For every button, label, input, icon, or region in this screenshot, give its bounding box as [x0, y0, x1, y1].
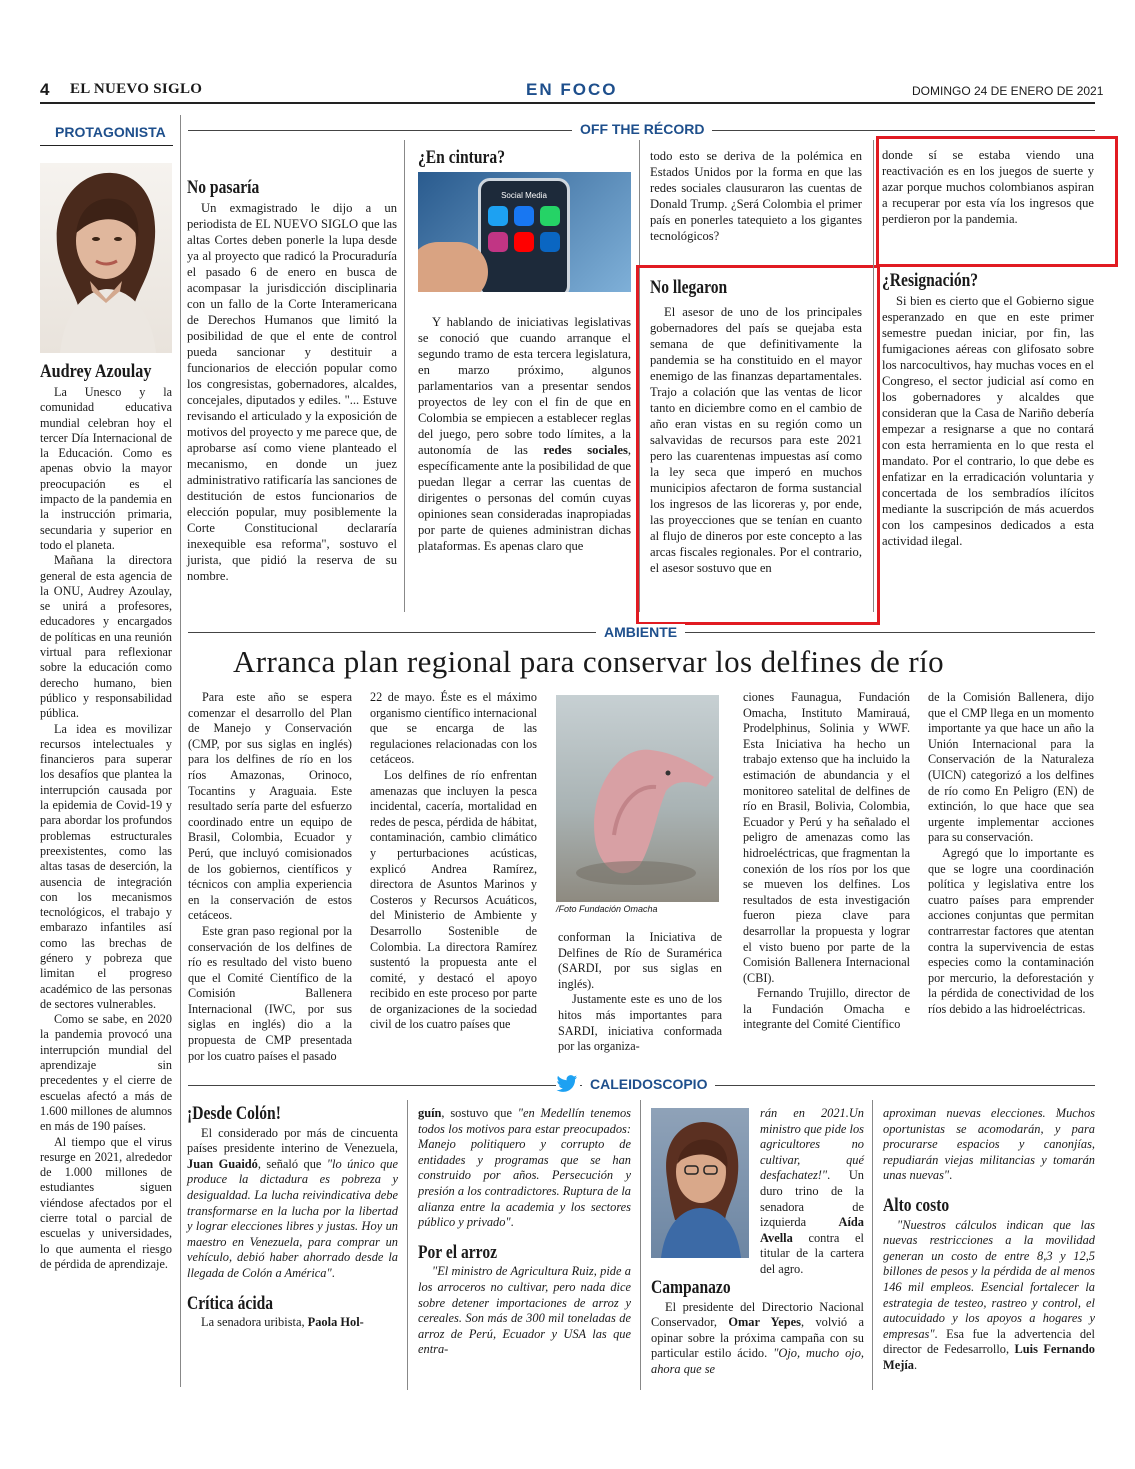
off-record-cont2-text: donde sí se estaba viendo una reactivación es en los juegos de suerte y azar porque muchos colombianos aspiran a recuperar por esta vía los ingresos que perdieron por la pandemia. — [882, 148, 1094, 226]
audrey-azoulay-photo — [40, 163, 172, 353]
alto-costo-quote: "Nuestros cálculos indican que las nuevas restricciones a la movilidad generan un costo de entre 8,3 y 12,5 billones de pesos y la pérdida de al menos 146 mil empleos. Esencial fortalecer la estrategia de testeo, rastreo y control, el autocuidado y los apoyos a hogares y empresas" — [883, 1217, 1095, 1341]
en-cintura-title: ¿En cintura? — [418, 147, 506, 168]
linkedin-app-icon — [540, 232, 560, 252]
desde-colon-article — [187, 1103, 398, 1331]
youtube-app-icon — [514, 232, 534, 252]
social-media-label: Social Media — [501, 191, 547, 200]
header-rule — [40, 102, 1095, 104]
caleidoscopio-label: CALEIDOSCOPIO — [582, 1076, 715, 1092]
campanazo-title: Campanazo — [651, 1277, 731, 1298]
dolphin-headline: Arranca plan regional para conservar los delfines de río — [233, 644, 944, 679]
twitter-icon — [556, 1074, 580, 1096]
facebook-app-icon — [514, 206, 534, 226]
protagonista-p3: La idea es movilizar recursos intelectuales y financieros para superar los desafíos que plantea la interrupción causada por la epidemia de Covid-19 y para abordar los profundos problemas estructurales preexistentes, como las altas tasas de deserción, la ausencia de integración con los mecanismos tecnológicos, el trabajo y embarazo infantiles así como las brechas de género y pobreza que limitan el progreso académico de las personas de sectores vulnerables. — [40, 721, 172, 1011]
whatsapp-app-icon — [540, 206, 560, 226]
no-llegaron-body: El asesor de uno de los principales gobernadores del país se quejaba esta semana de que definitivamente la pandemia se ha constituido en el mayor enemigo de las finanzas departamentales. Trajo a colación que las ventas de licor tanto en diciembre como en el cambio de año eran vistas en su región como un salvavidas de recursos para este 2021 pero las cuarentenas impuestas así como la ley seca que imperó en muchos municipios afectaron de forma sustancial los ingresos de las licoreras y, por ende, las proyecciones que se tenían en cuanto al flujo de dineros por este concepto a las arcas fiscales regionales. Por el contrario, el asesor sostuvo que en — [650, 305, 862, 575]
alto-costo-text: . Esa fue la advertencia del director de Fedesarrollo, — [883, 1326, 1095, 1357]
dolphin-c5-p1: de la Comisión Ballenera, dijo que el CMP llega en un momento importante ya que hace un año la Unión Internacional para la Conservación de la Naturaleza (UICN) categorizó a los delfines de río como En Peligro (EN) de extinción, lo que hace que sea urgente implementar acciones para su conservación. — [928, 690, 1094, 845]
resignacion-title: ¿Resignación? — [882, 270, 979, 291]
no-pasaria-article — [187, 177, 397, 584]
por-el-arroz-quote: "El ministro de Agricultura Ruiz, pide a los arroceros no cultivar, pero nada dice sobre detener importaciones de arroz y cereales. Son más de 300 mil toneladas de arroz de Perú, Ecuador y USA las que entra- — [418, 1264, 631, 1357]
campanazo-bold: Omar Yepes — [728, 1315, 801, 1330]
cal-divider-3 — [872, 1100, 873, 1390]
reactivacion-highlight — [876, 136, 1118, 267]
campanazo-article — [651, 1277, 865, 1378]
dolphin-col-5 — [928, 690, 1094, 1017]
river-dolphin-photo — [556, 695, 719, 902]
desde-colon-post: . — [331, 1265, 335, 1280]
desde-colon-title: ¡Desde Colón! — [187, 1103, 281, 1124]
dolphin-col-3 — [558, 930, 722, 1055]
campanazo-text: El presidente del Directorio Nacional Conservador, — [651, 1299, 864, 1330]
no-pasaria-paper: EL NUEVO SIGLO — [255, 217, 359, 231]
protagonista-p1: La Unesco y la comunidad educativa mundial celebran hoy el tercer Día Internacional de la Educación. Como es apenas obvio la mayor preocupación es el impacto de la pandemia en la instrucción primaria, secundaria y superior en todo el planeta. — [40, 385, 172, 552]
protagonista-body — [40, 385, 172, 1272]
cal-col-3-side — [760, 1106, 864, 1278]
ambiente-label: AMBIENTE — [596, 624, 685, 640]
cal-c3-bold: Aída Avella — [760, 1215, 864, 1245]
campanazo-mid: , volvió a opinar sobre la próxima campaña con su particular estilo ácido. — [651, 1315, 865, 1361]
dolphin-c5-p2: Agregó que lo importante es que se logre una coordinación política y legislativa entre los cuatro países para emprender acciones conjuntas que permitan contrarrestar factores que atentan contra la supervivencia de estas especies como la contaminación por mercurio, la deforestación y la pérdida de conectividad de los ríos debido a las hidroeléctricas. — [928, 845, 1094, 1016]
cal-c4-quote: aproximan nuevas elecciones. Muchos oportunistas se acomodarán, y para procurarse espacios y canonjías, repudiarán viejas militancias y tomarán unas nuevas" — [883, 1106, 1095, 1183]
en-cintura-text: Y hablando de iniciativas legislativas se conoció que cuando arranque el segundo tramo de esta tercera legislatura, en marzo próximo, algunos parlamentarios van a presentar sendos proyectos de ley con el fin de que en Colombia se empiecen a establecer reglas del juego, pero sobre todo límites, a la autonomía de las — [418, 315, 631, 457]
section-title: EN FOCO — [526, 80, 618, 99]
aida-avella-photo — [651, 1108, 749, 1258]
desde-colon-bold: Juan Guaidó — [187, 1156, 258, 1171]
hand-shape — [418, 242, 488, 292]
protagonista-p2: Mañana la directora general de esta agencia de la ONU, Audrey Azoulay, se unirá a profesores, educadores y encargados de políticas en una reunión virtual para reflexionar sobre la educación como derecho humano, bien público y responsabilidad pública. — [40, 553, 172, 721]
page-number: 4 — [40, 80, 50, 99]
off-record-cont-text: todo esto se deriva de la polémica en Estados Unidos por la forma en que las redes sociales clausuraron las cuentas de Donald Trump. ¿Será Colombia el primer país en ponerles tatequieto a los gigantes tecnológicos? — [650, 149, 862, 243]
desde-colon-text: El considerado por más de cincuenta países presidente interino de Venezuela, — [187, 1125, 398, 1156]
cal-c3-quote: rán en 2021.Un ministro que pide los agricultores no cultivar, qué desfachatez!" — [760, 1106, 864, 1183]
alto-costo-title: Alto costo — [883, 1194, 950, 1216]
protagonista-rule — [40, 145, 173, 146]
cal-col-4 — [883, 1106, 1095, 1374]
twitter-app-icon — [488, 206, 508, 226]
cal-c2-text: , sostuvo que — [441, 1106, 518, 1120]
issue-date: DOMINGO 24 DE ENERO DE 2021 — [912, 84, 1104, 98]
en-cintura-post: , específicamente ante la posibilidad de que puedan llegar a cerrar las cuentas de dirigentes o personas del común cuyas opiniones sean consideradas inapropiadas por parte de quienes administran dichas plataformas. Es apenas claro que — [418, 443, 631, 553]
cal-divider-2 — [640, 1100, 641, 1390]
resignacion-body: Si bien es cierto que el Gobierno sigue esperanzado en que en este primer semestre puedan iniciar, por fin, las fumigaciones aéreas con glifosato sobre los narcocultivos, hay muchas voces en el Congreso, el sector judicial así como en los gobernadores y alcaldes que consideran que la Casa de Nariño debería empezar a resignarse a que no contará con esta herramienta en lo que resta el mandato. Por el contrario, lo que debe es enfatizar en la erradicación voluntaria y concertada de los sembradíos ilícitos mediante la suscripción de más acuerdos con los campesinos dedicados a esta actividad ilegal. — [882, 294, 1094, 548]
dolphin-c3-p2: Justamente este es uno de los hitos más importantes para SARDI, iniciativa conformada por las organiza- — [558, 992, 722, 1054]
social-media-photo — [418, 172, 631, 292]
paper-name: EL NUEVO SIGLO — [70, 81, 203, 97]
critica-acida-text: La senadora uribista, — [201, 1315, 308, 1330]
dolphin-c2-p2: Los delfines de río enfrentan amenazas que incluyen la pesca incidental, cacería, mortalidad en redes de pesca, pérdida de hábitat, contaminación, cambio climático y perturbaciones acústicas, explicó Andrea Ramírez, directora de Asuntos Marinos y Costeros y Recursos Acuáticos, del Ministerio de Ambiente y Desarrollo Sostenible de Colombia. La directora Ramírez sustentó la propuesta ante el comité, y destacó el apoyo recibido en este proceso por parte de organizaciones de la sociedad civil de los cuatro países que — [370, 767, 537, 1032]
cal-divider-1 — [407, 1100, 408, 1390]
critica-acida-title: Crítica ácida — [187, 1292, 274, 1314]
protagonista-divider — [180, 115, 181, 1387]
dolphin-c2-p1: 22 de mayo. Éste es el máximo organismo científico internacional que se encarga de las regulaciones relacionadas con los cetáceos. — [370, 690, 537, 767]
dolphin-col-2 — [370, 690, 537, 1033]
alto-costo-post: . — [913, 1357, 918, 1372]
dolphin-c1-p2: Este gran paso regional por la conservación de los delfines de río es resultado del visto bueno que el Comité Científico de la Comisión Ballenera Internacional (IWC, por sus siglas en inglés) dio a la propuesta de CMP presentada por los cuatro países el pasado — [188, 923, 352, 1063]
off-record-label: OFF THE RÉCORD — [572, 121, 712, 137]
protagonista-label: PROTAGONISTA — [55, 124, 166, 140]
protagonista-p5: Al tiempo que el virus resurge en 2021, alrededor de 1.000 millones de estudiantes siguen viéndose afectados por el cierre total o parcial de escuelas y universidades, lo que aumenta el riesgo de pérdida de aprendizaje. — [40, 1134, 172, 1271]
no-llegaron-highlight — [636, 265, 880, 625]
no-llegaron-title: No llegaron — [650, 277, 728, 298]
alto-costo-bold: Luis Fernando Mejía — [883, 1342, 1095, 1372]
cal-c2-quote: "en Medellín tenemos todos los motivos para estar preocupados: Manejo politiquero y corrupto de entidades y programas que se han construido por años. Persecución y presión a los contradictores. Ruptura de la alianza entre la academia y los sectores público y privado" — [418, 1106, 631, 1230]
dolphin-col-1 — [188, 690, 352, 1064]
dolphin-col-4 — [743, 690, 910, 1033]
instagram-app-icon — [488, 232, 508, 252]
dolphin-c3-p1: conforman la Iniciativa de Delfines de Río de Suramérica (SARDI, por sus siglas en inglés). — [558, 930, 722, 991]
por-el-arroz-title: Por el arroz — [418, 1241, 498, 1263]
en-cintura-bold: redes sociales — [543, 443, 628, 457]
dolphin-c4-p2: Fernando Trujillo, director de la Fundación Omacha e integrante del Comité Científico — [743, 986, 910, 1032]
no-pasaria-title: No pasaría — [187, 177, 260, 198]
critica-acida-bold: Paola Hol- — [307, 1315, 364, 1330]
protagonista-p4: Como se sabe, en 2020 la pandemia provocó una interrupción mundial del aprendizaje sin precedentes y el cierre de escuelas afectó a más de 1.600 millones de alumnos en más de 190 países. — [40, 1012, 172, 1134]
desde-colon-mid: , señaló que — [257, 1156, 327, 1171]
protagonista-name: Audrey Azoulay — [40, 361, 152, 382]
desde-colon-quote: "lo único que produce la dictadura es pobreza y desigualdad. La lucha reivindicativa debe transformarse en la lucha por la libertad y lograr elecciones libres y justas. Hoy un maestro en Venezuela, para comprar un vehículo, debió haber ahorrado desde la llegada de Colón a América" — [187, 1156, 398, 1280]
cal-c3-post: contra el titular de la cartera del agro. — [760, 1230, 864, 1276]
col-divider-1 — [404, 140, 405, 612]
no-pasaria-body: que las altas Cortes deben ponerle la lupa desde ya al proyecto que radicó la Procuraduría el pasado 6 de enero en busca de acompasar la jurisdicción disciplinaria con un fallo de la Corte Interamericana de Derechos Humanos que limitó la posibilidad de que el ente de control pueda sancionar y destituir a funcionarios de elección popular como los congresistas, gobernadores, alcaldes, concejales, diputados y ediles. "... Estuve revisando el articulado y la exposición de motivos del proyecto y me parece que, de aprobarse así como viene planteado el mecanismo, en donde un juez administrativo ratificaría las sanciones de destitución de estos funcionarios de elección popular, muy posiblemente la Corte Constitucional declararía inexequible esa reforma", sostuvo el jurista, que pidió la reserva de su nombre. — [187, 217, 397, 583]
col-divider-3 — [873, 140, 874, 612]
dolphin-c1-p1: Para este año se espera comenzar el desarrollo del Plan de Manejo y Conservación (CMP, por sus siglas en inglés) para los delfines de río en los ríos Amazonas, Orinoco, Tocantins y Araguaia. Este resultado sería parte del esfuerzo coordinado entre un equipo de Brasil, Colombia, Ecuador y Perú, que incluyó comisionados de los gobiernos, científicos y técnicos con amplia experiencia en la conservación de estos cetáceos. — [188, 690, 352, 923]
photo-credit: /Foto Fundación Omacha — [556, 904, 658, 914]
cal-col-2 — [418, 1106, 631, 1358]
campanazo-quote: "Ojo, mucho ojo, ahora que se — [651, 1346, 864, 1376]
dolphin-c4-p1: ciones Faunagua, Fundación Omacha, Instituto Mamirauá, Prodelphinus, Solinia y WWF. Esta Iniciativa ha hecho un trabajo extenso que ha incluido la estimación de abundancia y el monitoreo satelital de delfines de río en Brasil, Bolivia, Colombia, Ecuador y Perú y ha señalado el peligro de amenazas como las hidroeléctricas, que fragmentan la conexión de los ríos por los que se mueven los delfines. Los resultados de esta investigación fueron pieza clave para desarrollar la propuesta y lograr el visto bueno por parte de la Comisión Ballenera Internacional (CBI). — [743, 690, 910, 985]
no-pasaria-text: Un exmagistrado le dijo a un periodista de — [187, 201, 397, 231]
en-cintura-article — [418, 147, 631, 554]
cal-c2-bold: guín — [418, 1106, 442, 1120]
resignacion-article — [882, 270, 1094, 549]
cal-c4-post: . — [949, 1168, 953, 1183]
off-record-continued — [650, 148, 862, 244]
cal-c3-text: . Un duro trino de la senadora de izquierda — [760, 1168, 864, 1230]
cal-c2-post: . — [510, 1215, 514, 1230]
